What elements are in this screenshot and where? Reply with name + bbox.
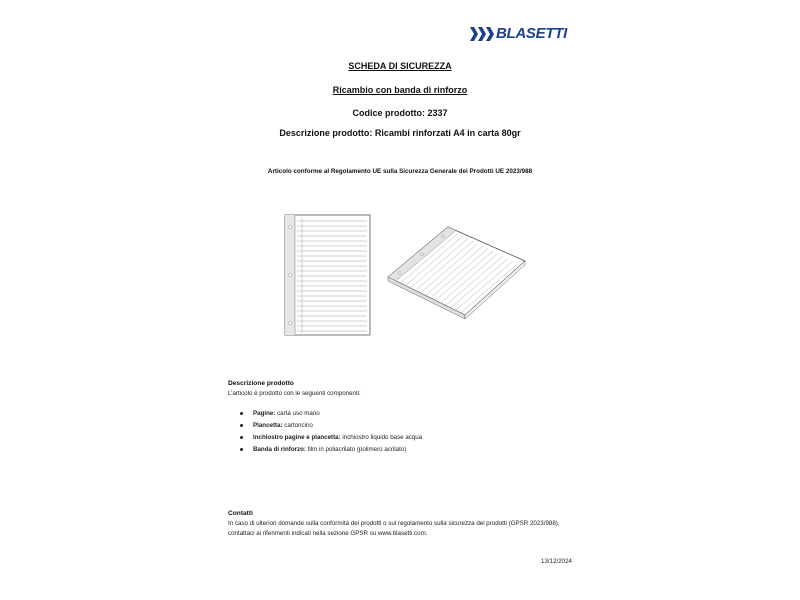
component-label: Plancetta: bbox=[253, 422, 283, 429]
document-subtitle: Ricambio con banda di rinforzo bbox=[332, 85, 468, 95]
component-text: carta uso mano bbox=[275, 410, 320, 417]
product-description-heading: Descrizione prodotto: Ricambi rinforzati A4 in carta 80gr bbox=[279, 128, 521, 138]
lined-sheet-front-icon bbox=[285, 215, 370, 335]
component-label: Banda di rinforzo: bbox=[253, 446, 306, 453]
list-item bbox=[240, 420, 422, 432]
compliance-statement: Articolo conforme al Regolamento UE sulla Sicurezza Generale dei Prodotti UE 2023/988 bbox=[267, 168, 533, 175]
components-list bbox=[240, 408, 422, 456]
description-section-title: Descrizione prodotto bbox=[228, 380, 294, 387]
description-intro: L’articolo è prodotto con le seguenti componenti: bbox=[228, 390, 361, 397]
product-code: Codice prodotto: 2337 bbox=[352, 108, 448, 118]
document-title: SCHEDA DI SICUREZZA bbox=[348, 61, 452, 71]
triple-chevron-icon bbox=[470, 27, 496, 41]
component-label: Inchiostro pagine e plancetta: bbox=[253, 434, 341, 441]
contacts-title: Contatti bbox=[228, 510, 253, 517]
lined-sheet-perspective-icon bbox=[388, 227, 525, 319]
product-illustration bbox=[270, 205, 540, 345]
component-text: cartoncino bbox=[282, 422, 313, 429]
brand-name: BLASETTI bbox=[496, 25, 567, 42]
component-label: Pagine: bbox=[253, 410, 276, 417]
blasetti-logo bbox=[470, 26, 575, 42]
contacts-text: In caso di ulteriori domande sulla conformità dei prodotti o sul regolamento sulla sicurezza dei prodotti (GPSR 2023/988), contattaci ai riferimenti indicati nella sezione GPSR su www.blasetti.com. bbox=[228, 520, 560, 537]
component-text: film in poliacrilato (polimero acrilato) bbox=[305, 446, 407, 453]
list-item bbox=[240, 432, 422, 444]
document-date: 13/12/2024 bbox=[541, 558, 572, 565]
list-item bbox=[240, 408, 422, 420]
component-text: inchiostro liquido base acqua bbox=[340, 434, 423, 441]
list-item bbox=[240, 444, 422, 456]
